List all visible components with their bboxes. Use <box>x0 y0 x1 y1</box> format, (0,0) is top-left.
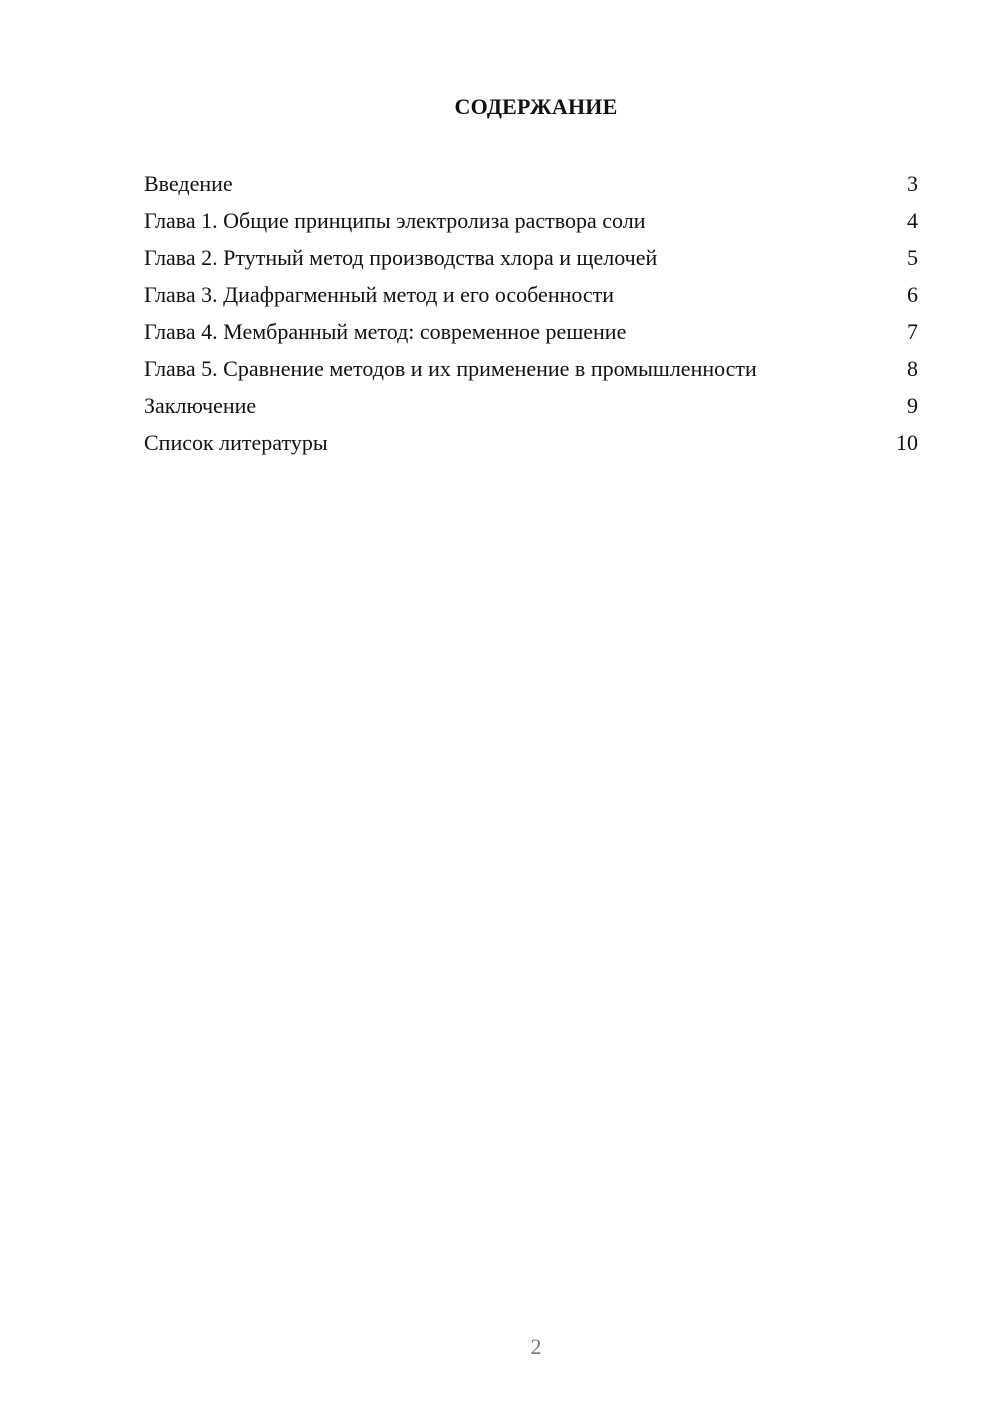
toc-entry-page-number: 8 <box>907 356 918 381</box>
toc-entry-label: Глава 3. Диафрагменный метод и его особенности <box>144 282 615 307</box>
toc-entry-page-number: 9 <box>907 393 918 418</box>
toc-entry-chapter-3[interactable] <box>144 281 918 308</box>
toc-entry-page-number: 3 <box>907 171 918 196</box>
page-title: СОДЕРЖАНИЕ <box>454 94 618 119</box>
toc-entry-introduction[interactable] <box>144 170 918 197</box>
toc-entry-page-number: 6 <box>907 282 918 307</box>
toc-entry-references[interactable] <box>144 429 918 456</box>
page-number: 2 <box>530 1334 542 1359</box>
toc-entry-page-number: 10 <box>896 430 918 455</box>
toc-entry-label: Глава 5. Сравнение методов и их применение в промышленности <box>144 356 757 381</box>
toc-entry-chapter-2[interactable] <box>144 244 918 271</box>
table-of-contents <box>144 170 918 466</box>
toc-entry-page-number: 7 <box>907 319 918 344</box>
toc-entry-label: Глава 2. Ртутный метод производства хлора и щелочей <box>144 245 658 270</box>
toc-entry-label: Заключение <box>144 393 257 418</box>
toc-entry-page-number: 5 <box>907 245 918 270</box>
toc-entry-chapter-5[interactable] <box>144 355 918 382</box>
toc-entry-label: Глава 4. Мембранный метод: современное решение <box>144 319 627 344</box>
toc-entry-label: Список литературы <box>144 430 328 455</box>
toc-entry-label: Введение <box>144 171 233 196</box>
toc-entry-chapter-1[interactable] <box>144 207 918 234</box>
toc-entry-conclusion[interactable] <box>144 392 918 419</box>
toc-entry-label: Глава 1. Общие принципы электролиза раствора соли <box>144 208 646 233</box>
toc-entry-chapter-4[interactable] <box>144 318 918 345</box>
toc-entry-page-number: 4 <box>907 208 918 233</box>
